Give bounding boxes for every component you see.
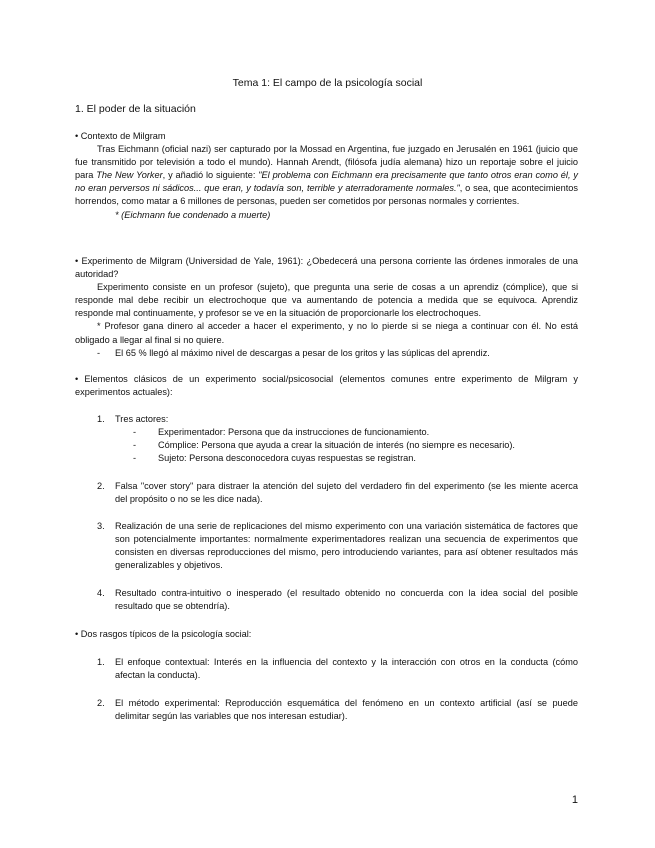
list-number: 1. — [97, 657, 105, 667]
paragraph-text: , o sea, que acontecimientos horrendos, como matar a 6 millones de personas, pueden ser cometidos por personas normales y corrientes. — [75, 183, 578, 207]
experiment-note: * Profesor gana dinero al acceder a hacer el experimento, y no lo pierde si se niega a continuar con él. No está obligado a llegar al final si no quiere. — [75, 321, 578, 345]
elements-heading: • Elementos clásicos de un experimento social/psicosocial (elementos comunes entre experimento de Milgram y experimentos actuales): — [75, 374, 578, 398]
experiment-paragraph: Experimento consiste en un profesor (sujeto), que pregunta una serie de cosas a un aprendiz (cómplice), que si responde mal debe recibir un electrochoque que va aumentando de potencia a medida que se equivoca. Aprendiz responde mal continuamente, y profesor se ve en la situación de proporcionarle los electrochoques. — [75, 282, 578, 319]
traits-heading-block — [75, 628, 578, 641]
dash-marker: - — [133, 440, 137, 451]
list-number: 2. — [97, 698, 105, 708]
experiment-block — [75, 255, 578, 360]
section-heading: 1. El poder de la situación — [75, 103, 196, 115]
milgram-context-block — [75, 130, 578, 222]
list-number: 4. — [97, 588, 105, 598]
traits-item-1 — [75, 656, 578, 682]
list-item — [75, 587, 578, 613]
arendt-quote: "El problema con Eichmann era precisamente que tanto otros eran como él, y no eran perversos ni sádicos... que eran, y todavía son, terrible y aterradoramente normales." — [75, 170, 578, 194]
actor-item — [75, 452, 578, 465]
dash-marker: - — [133, 427, 137, 438]
elements-heading-block — [75, 373, 578, 399]
experiment-heading: • Experimento de Milgram (Universidad de Yale, 1961): ¿Obedecerá una persona corriente las órdenes inmorales de una autoridad? — [75, 256, 578, 280]
list-item-text: Realización de una serie de replicaciones del mismo experimento con una variación sistemática de factores que son potencialmente importantes: normalmente experimentadores realizan una secuencia de experimentos que consisten en diversas reproducciones del mismo, pero introduciendo variantes, para así obtener resultados más generalizables y objetivos. — [115, 521, 578, 571]
list-item — [75, 413, 578, 426]
result-text: El 65 % llegó al máximo nivel de descargas a pesar de los gritos y las súplicas del aprendiz. — [115, 347, 490, 358]
elements-item-1 — [75, 413, 578, 465]
list-number: 2. — [97, 481, 105, 491]
list-item-text: Resultado contra-intuitivo o inesperado (el resultado obtenido no concuerda con la idea social del posible resultado que se obtendría). — [115, 588, 578, 612]
paragraph-text: , y añadió lo siguiente: — [162, 170, 256, 181]
traits-heading: • Dos rasgos típicos de la psicología social: — [75, 629, 252, 639]
dash-marker: - — [97, 347, 101, 358]
actor-item — [75, 426, 578, 439]
milgram-context-paragraph — [75, 143, 578, 208]
document-title: Tema 1: El campo de la psicología social — [232, 77, 423, 89]
list-item-text: El enfoque contextual: Interés en la influencia del contexto y la interacción con otros en la conducta (cómo afectan la conducta). — [115, 657, 578, 681]
page-number: 1 — [571, 794, 578, 806]
actor-text: Cómplice: Persona que ayuda a crear la situación de interés (no siempre es necesario). — [158, 440, 515, 451]
actor-text: Experimentador: Persona que da instrucciones de funcionamiento. — [158, 427, 430, 438]
list-item-text: Falsa "cover story" para distraer la atención del sujeto del verdadero fin del experimento (se les miente acerca del propósito o no se les dice nada). — [115, 481, 578, 505]
elements-item-2 — [75, 480, 578, 506]
list-item — [75, 480, 578, 506]
list-item-text: Tres actores: — [115, 414, 169, 424]
list-item — [75, 697, 578, 723]
eichmann-note: * (Eichmann fue condenado a muerte) — [115, 209, 271, 220]
actor-item — [75, 439, 578, 452]
list-item — [75, 656, 578, 682]
elements-item-3 — [75, 520, 578, 572]
paragraph-text: Tras Eichmann (oficial nazi) ser capturado por la Mossad en Argentina, fue juzgado en Jerusalén en 1961 (juicio que fue transmitido por televisión a todo el mundo). Hannah Arendt, (filósofa judía alemana) hizo un reportaje sobre el juicio para — [75, 144, 578, 181]
milgram-context-heading: • Contexto de Milgram — [75, 131, 166, 141]
list-number: 1. — [97, 414, 105, 424]
elements-item-4 — [75, 587, 578, 613]
magazine-name: The New Yorker — [96, 170, 163, 181]
list-item-text: El método experimental: Reproducción esquemática del fenómeno en un contexto artificial (así se puede delimitar según las variables que nos interesan estudiar). — [115, 698, 578, 722]
dash-marker: - — [133, 453, 137, 464]
actor-text: Sujeto: Persona desconocedora cuyas respuestas se registran. — [158, 453, 416, 464]
experiment-result — [75, 347, 578, 360]
traits-item-2 — [75, 697, 578, 723]
list-item — [75, 520, 578, 572]
list-number: 3. — [97, 521, 105, 531]
